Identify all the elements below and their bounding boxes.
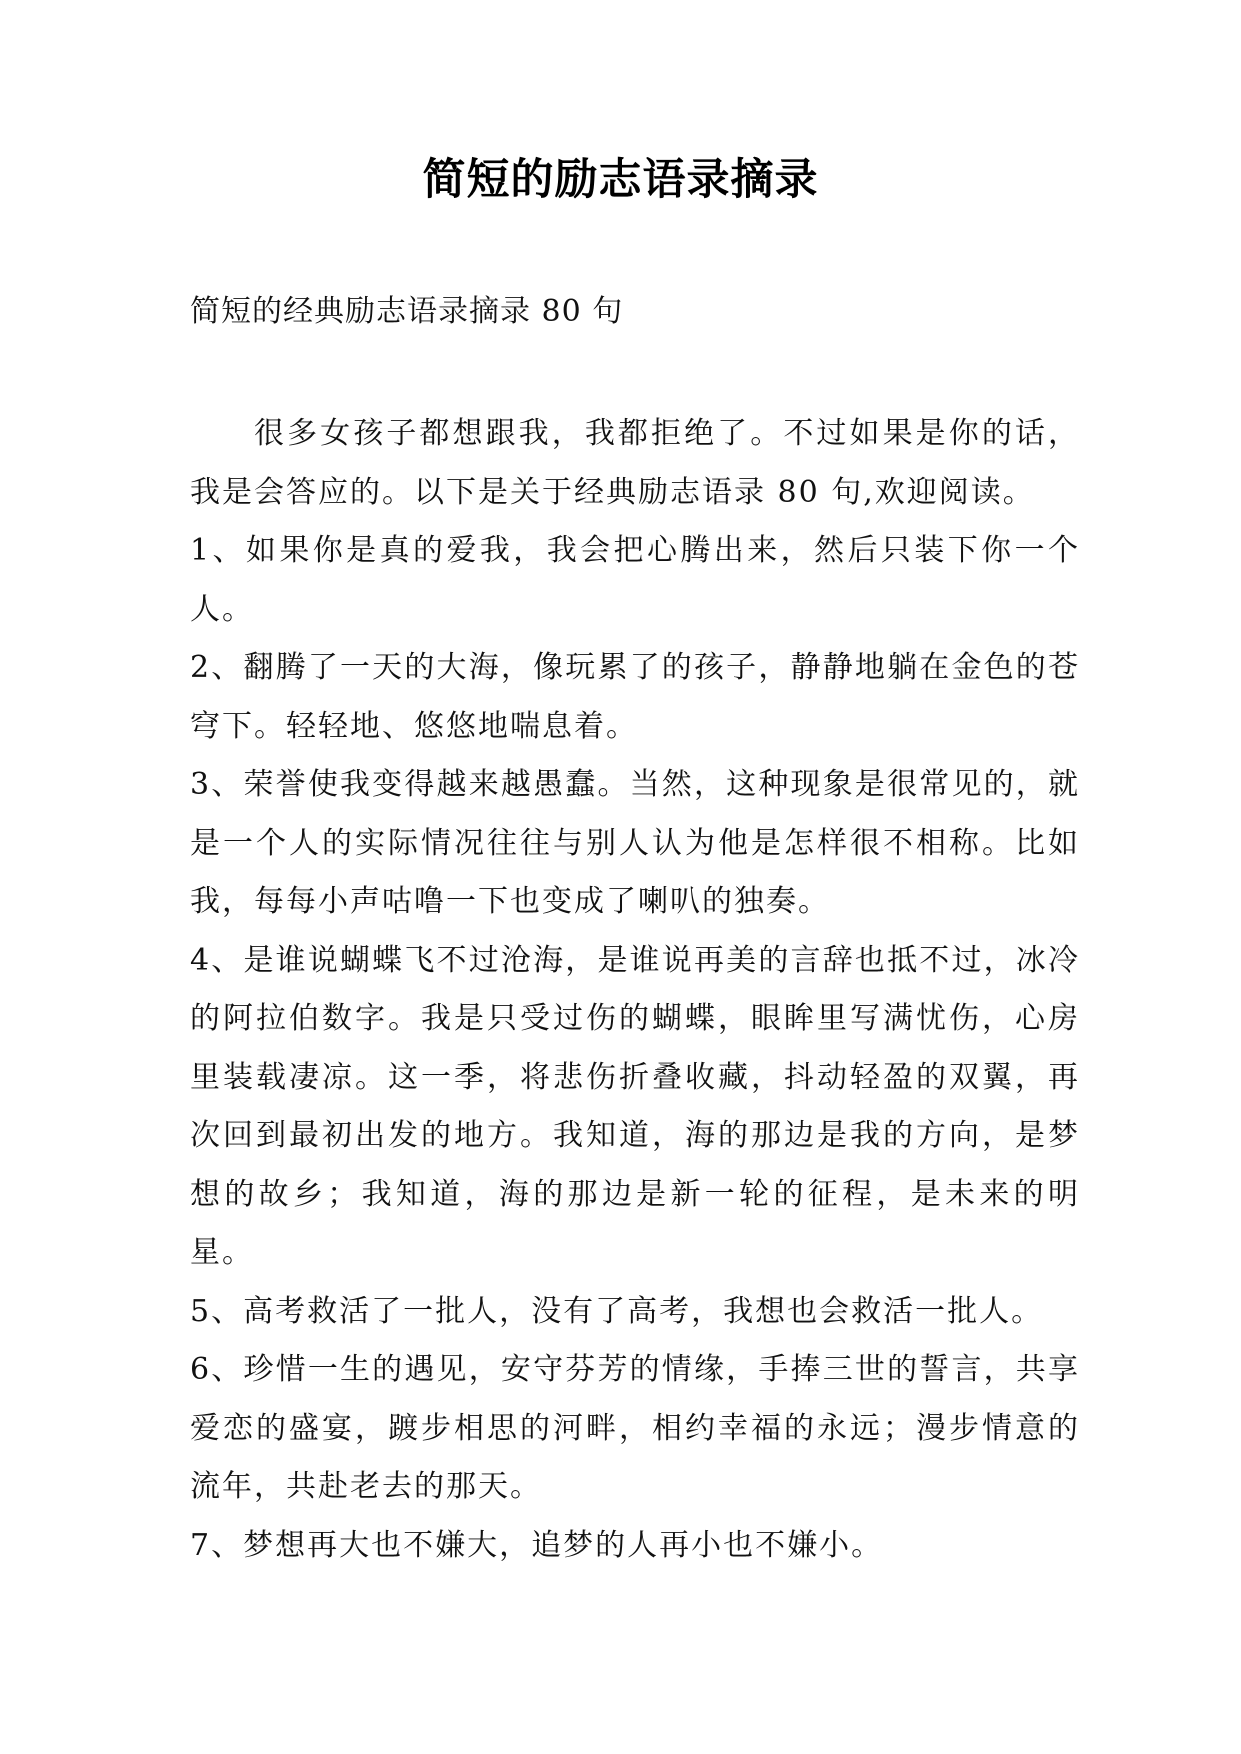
document-subtitle: 简短的经典励志语录摘录 80 句 [190,294,624,329]
quote-item-1: 1、如果你是真的爱我，我会把心腾出来，然后只装下你一个人。 [190,533,1080,627]
quote-item-2: 2、翻腾了一天的大海，像玩累了的孩子，静静地躺在金色的苍穹下。轻轻地、悠悠地喘息着。 [190,650,1080,744]
intro-paragraph: 很多女孩子都想跟我，我都拒绝了。不过如果是你的话，我是会答应的。以下是关于经典励志语录 80 句,欢迎阅读。 [190,416,1080,510]
quote-item-5: 5、高考救活了一批人，没有了高考，我想也会救活一批人。 [190,1293,1044,1329]
document-title: 简短的励志语录摘录 [422,155,819,205]
quote-item-6: 6、珍惜一生的遇见，安守芬芳的情缘，手捧三世的誓言，共享爱恋的盛宴，踱步相思的河畔，相约幸福的永远；漫步情意的流年，共赴老去的那天。 [190,1352,1080,1504]
quote-item-3: 3、荣誉使我变得越来越愚蠢。当然，这种现象是很常见的，就是一个人的实际情况往往与别人认为他是怎样很不相称。比如我，每每小声咕噜一下也变成了喇叭的独奏。 [190,767,1080,919]
document-body [190,405,1080,1575]
quote-item-7: 7、梦想再大也不嫌大，追梦的人再小也不嫌小。 [190,1527,884,1563]
quote-item-4: 4、是谁说蝴蝶飞不过沧海，是谁说再美的言辞也抵不过，冰冷的阿拉伯数字。我是只受过伤的蝴蝶，眼眸里写满忧伤，心房里装载凄凉。这一季，将悲伤折叠收藏，抖动轻盈的双翼，再次回到最初出发的地方。我知道，海的那边是我的方向，是梦想的故乡；我知道，海的那边是新一轮的征程，是未来的明星。 [190,942,1080,1270]
